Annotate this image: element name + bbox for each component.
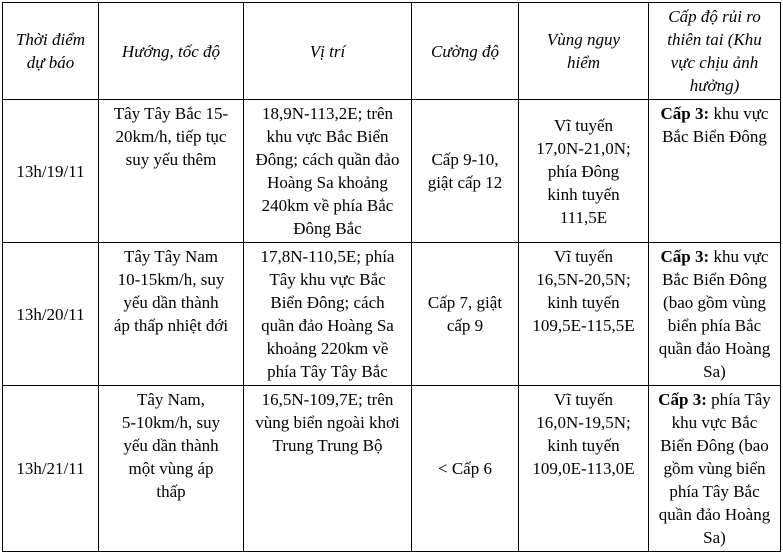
- header-danger-zone: [519, 3, 649, 100]
- danger-zone-cell: [519, 386, 649, 552]
- cell-line: suy yếu thêm: [125, 150, 217, 169]
- cell-line: kinh tuyến: [547, 184, 620, 204]
- cell-line: cấp 9: [446, 316, 484, 335]
- direction-speed-cell: [99, 100, 244, 243]
- cell-line: vùng biển ngoài khơi: [255, 413, 400, 432]
- cell-line: < Cấp 6: [438, 459, 492, 478]
- cell-line: Trung Trung Bộ: [272, 436, 383, 455]
- cell-line: vực chịu ảnh: [670, 53, 759, 72]
- cell-line: Tây Nam,: [137, 390, 205, 409]
- header-risk-level: [649, 3, 781, 100]
- cell-line: Sa): [703, 528, 726, 547]
- risk-level-text: phía Tây: [711, 390, 771, 409]
- cell-line: 111,5E: [559, 207, 608, 227]
- intensity-cell: [412, 243, 519, 386]
- position-cell: [244, 100, 412, 243]
- cell-line: hưởng): [689, 76, 740, 95]
- table-row: [3, 386, 781, 552]
- cell-line: Thời điểm: [15, 30, 86, 49]
- cell-line: Cấp 7, giật: [427, 293, 503, 312]
- cell-line: 17,8N-110,5E; phía: [260, 247, 395, 266]
- risk-level-cell: [649, 243, 781, 386]
- cell-line: 240km về phía Bắc: [261, 196, 394, 215]
- risk-level-text: khu vực: [713, 104, 769, 123]
- cell-line: Vĩ tuyến: [553, 390, 614, 409]
- cell-line: 10-15km/h, suy: [117, 270, 225, 289]
- cell-line: 16,0N-19,5N;: [536, 413, 631, 432]
- cell-line: thiên tai (Khu: [667, 30, 762, 49]
- risk-level-text: khu vực: [713, 247, 769, 266]
- cell-line: Biển Đông; cách: [270, 293, 385, 312]
- cell-line: Cấp độ rủi ro: [668, 7, 761, 26]
- cell-line: [653, 102, 776, 125]
- header-row: [3, 3, 781, 100]
- cell-line: 16,5N-109,7E; trên: [261, 390, 394, 409]
- cell-line: 13h/20/11: [16, 304, 85, 324]
- cell-line: gồm vùng biển: [663, 459, 766, 478]
- header-direction-speed: [99, 3, 244, 100]
- cell-line: Đông; cách quần đảo: [255, 150, 400, 169]
- cell-line: biển phía Bắc: [667, 316, 762, 335]
- risk-level-label: Cấp 3:: [660, 104, 710, 123]
- direction-speed-cell: [99, 386, 244, 552]
- forecast-table-body: [3, 3, 781, 552]
- cell-line: quần đảo Hoàng: [658, 505, 771, 524]
- cell-line: 20km/h, tiếp tục: [115, 127, 227, 146]
- cell-line: một vùng áp: [128, 459, 214, 478]
- cell-line: 13h/21/11: [16, 459, 85, 478]
- cell-line: phía Tây Tây Bắc: [267, 362, 388, 381]
- cell-line: Vị trí: [309, 41, 346, 61]
- table-row: [3, 100, 781, 243]
- cell-line: Vĩ tuyến: [553, 115, 614, 135]
- risk-level-label: Cấp 3:: [658, 390, 707, 409]
- forecast-time-cell: [3, 243, 99, 386]
- cell-line: [653, 388, 776, 411]
- cell-line: giật cấp 12: [427, 173, 503, 192]
- intensity-cell: [412, 100, 519, 243]
- cell-line: khoảng 220km về: [266, 339, 389, 358]
- cell-line: yếu dần thành: [123, 293, 219, 312]
- cell-line: 109,5E-115,5E: [532, 316, 635, 335]
- cell-line: khu vực Bắc Biển: [266, 127, 389, 146]
- cell-line: Tây Tây Nam: [123, 247, 219, 266]
- cell-line: yếu dần thành: [123, 436, 219, 455]
- cell-line: 18,9N-113,2E; trên: [261, 104, 394, 123]
- cell-line: kinh tuyến: [547, 293, 620, 312]
- risk-level-cell: [649, 386, 781, 552]
- cell-line: thấp: [156, 482, 186, 501]
- cell-line: Vĩ tuyến: [553, 247, 614, 266]
- cell-line: Hoàng Sa khoảng: [267, 173, 388, 192]
- cell-line: Đông Bắc: [293, 219, 362, 238]
- position-cell: [244, 386, 412, 552]
- risk-level-cell: [649, 100, 781, 243]
- forecast-time-cell: [3, 100, 99, 243]
- cell-line: Cấp 9-10,: [431, 150, 499, 169]
- cell-line: 13h/19/11: [16, 161, 85, 181]
- danger-zone-cell: [519, 100, 649, 243]
- danger-zone-cell: [519, 243, 649, 386]
- cell-line: phía Đông: [547, 161, 620, 181]
- forecast-table: [2, 2, 781, 552]
- cell-line: 109,0E-113,0E: [532, 459, 635, 478]
- cell-line: Bắc Biển Đông: [662, 127, 767, 146]
- cell-line: kinh tuyến: [547, 436, 620, 455]
- cell-line: áp thấp nhiệt đới: [113, 316, 229, 335]
- cell-line: khu vực Bắc: [671, 413, 758, 432]
- cell-line: Biển Đông (bao: [660, 436, 769, 455]
- cell-line: Bắc Biển Đông: [662, 270, 767, 289]
- cell-line: 16,5N-20,5N;: [536, 270, 631, 289]
- cell-line: Cường độ: [431, 41, 499, 61]
- intensity-cell: [412, 386, 519, 552]
- cell-line: Hướng, tốc độ: [121, 41, 221, 61]
- header-forecast-time: [3, 3, 99, 100]
- table-row: [3, 243, 781, 386]
- risk-level-label: Cấp 3:: [660, 247, 710, 266]
- direction-speed-cell: [99, 243, 244, 386]
- cell-line: Tây khu vực Bắc: [269, 270, 386, 289]
- cell-line: Tây Tây Bắc 15-: [113, 104, 229, 123]
- cell-line: 17,0N-21,0N;: [536, 138, 631, 158]
- cell-line: 5-10km/h, suy: [121, 413, 221, 432]
- cell-line: dự báo: [26, 53, 75, 72]
- cell-line: hiểm: [566, 53, 601, 72]
- cell-line: quần đảo Hoàng Sa: [261, 316, 394, 335]
- cell-line: phía Tây Bắc: [669, 482, 760, 501]
- cell-line: Vùng nguy: [546, 30, 621, 49]
- cell-line: [653, 245, 776, 268]
- position-cell: [244, 243, 412, 386]
- cell-line: Sa): [703, 362, 726, 381]
- header-intensity: [412, 3, 519, 100]
- cell-line: (bao gồm vùng: [663, 293, 766, 312]
- forecast-time-cell: [3, 386, 99, 552]
- header-position: [244, 3, 412, 100]
- cell-line: quần đảo Hoàng: [658, 339, 771, 358]
